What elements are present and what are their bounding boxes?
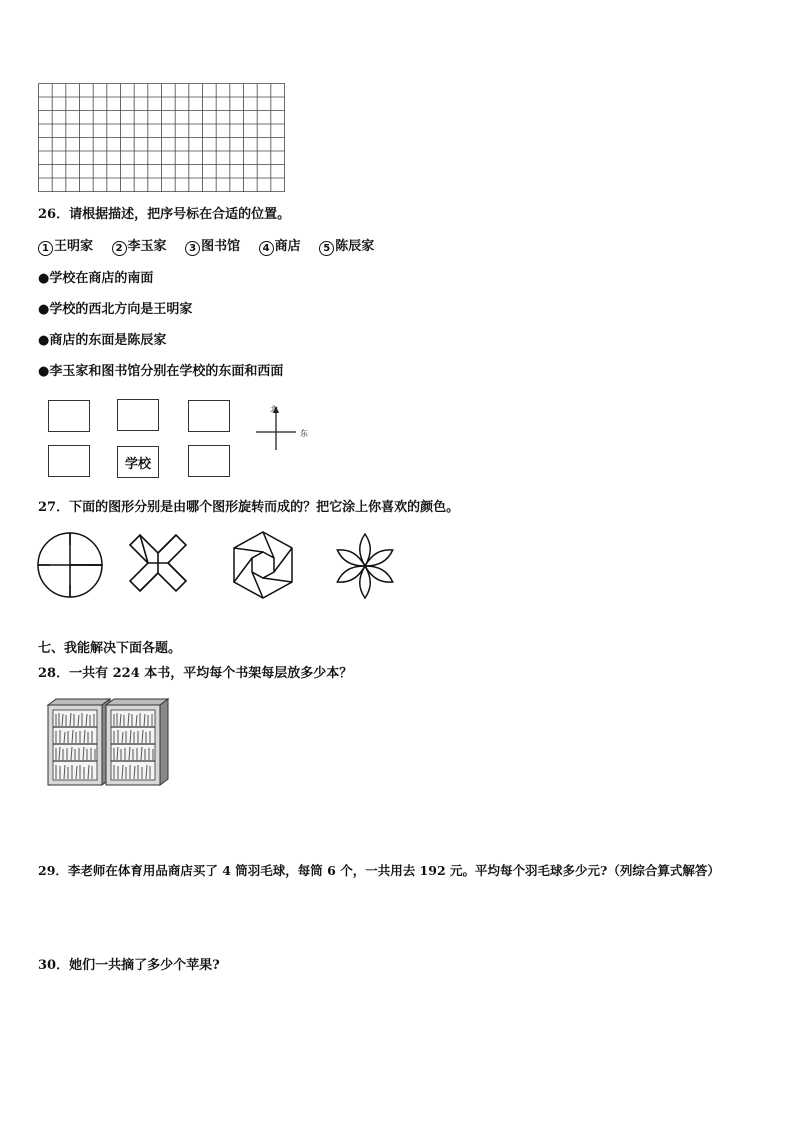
circled-number: 3 — [185, 241, 200, 256]
q27-title: 27．下面的图形分别是由哪个图形旋转而成的？把它涂上你喜欢的颜色。 — [38, 500, 460, 515]
q26-options — [38, 238, 388, 256]
compass-north-label: 北 — [270, 405, 278, 414]
option-label: 李玉家 — [127, 239, 167, 254]
q26-title: 26．请根据描述，把序号标在合适的位置。 — [38, 207, 291, 222]
option-3 — [185, 238, 240, 256]
circled-number: 5 — [319, 241, 334, 256]
option-label: 图书馆 — [201, 239, 241, 254]
option-5 — [319, 238, 374, 256]
section-7-title: 七、我能解决下面各题。 — [38, 641, 182, 656]
circled-number: 4 — [259, 241, 274, 256]
option-4 — [259, 238, 301, 256]
option-label: 商店 — [274, 239, 301, 254]
flower-figure[interactable] — [332, 533, 398, 599]
circled-number: 2 — [112, 241, 127, 256]
grid-paper — [38, 83, 286, 193]
clue-4: ●李玉家和图书馆分别在学校的东面和西面 — [38, 364, 284, 379]
map-box-bottom-left[interactable] — [48, 445, 90, 477]
pinwheel-figure[interactable] — [38, 533, 102, 597]
school-label: 学校 — [124, 457, 151, 472]
option-2 — [112, 238, 167, 256]
q28-title: 28．一共有 224 本书，平均每个书架每层放多少本？ — [38, 666, 353, 681]
bookshelves-illustration — [44, 697, 174, 789]
clue-1: ●学校在商店的南面 — [38, 271, 154, 286]
q30-title: 30．她们一共摘了多少个苹果? — [38, 958, 220, 973]
hexagon-figure[interactable] — [228, 530, 298, 600]
cross-figure[interactable] — [130, 535, 186, 591]
option-label: 王明家 — [54, 239, 94, 254]
map-box-bottom-right[interactable] — [188, 445, 230, 477]
map-box-top-left[interactable] — [48, 400, 90, 432]
compass-east-label: 东 — [300, 429, 308, 438]
clue-2: ●学校的西北方向是王明家 — [38, 302, 193, 317]
circled-number: 1 — [38, 241, 53, 256]
option-label: 陈辰家 — [335, 239, 375, 254]
q29-title: 29．李老师在体育用品商店买了 4 筒羽毛球，每筒 6 个，一共用去 192 元。平均每个羽毛球多少元?（列综合算式解答） — [38, 863, 720, 878]
map-box-top-middle[interactable] — [117, 399, 159, 431]
option-1 — [38, 238, 93, 256]
map-box-school — [117, 446, 159, 478]
clue-3: ●商店的东面是陈辰家 — [38, 333, 167, 348]
map-box-top-right[interactable] — [188, 400, 230, 432]
